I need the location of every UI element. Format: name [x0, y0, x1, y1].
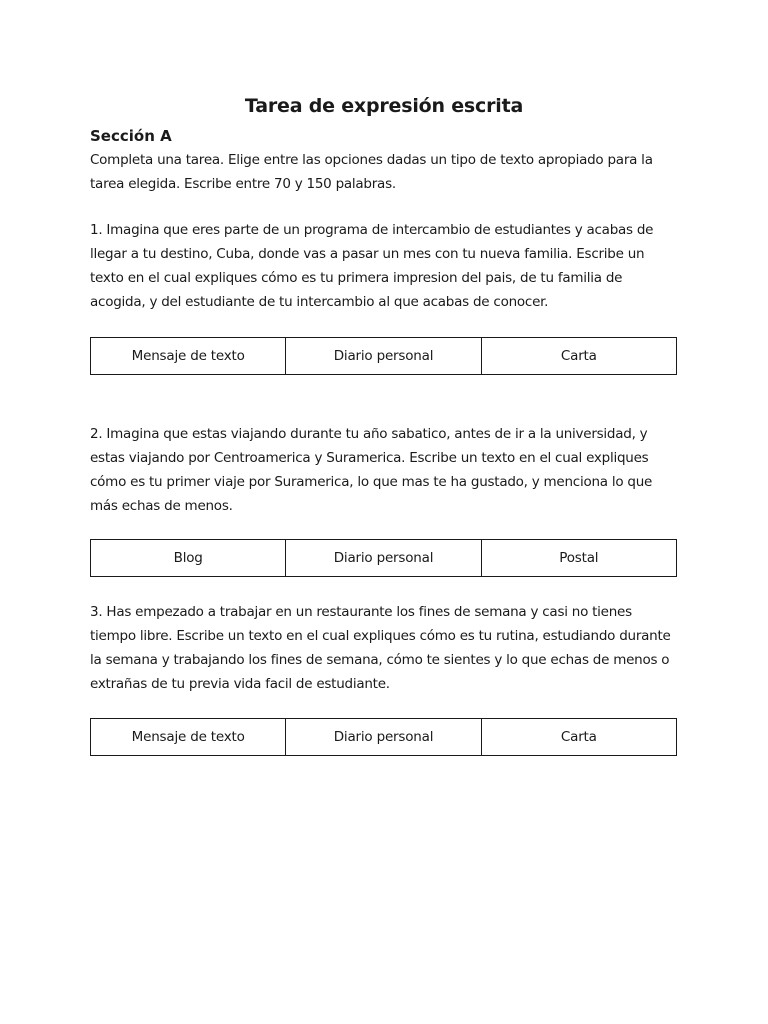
task-3-prompt: 3. Has empezado a trabajar en un restaurante los fines de semana y casi no tienes tiempo libre. Escribe un texto en el cual expliques cómo es tu rutina, estudiando durante la semana y trabajando los fines de semana, cómo te sientes y lo que echas de menos o extrañas de tu previa vida facil de estudiante.: [90, 604, 671, 692]
task-1-option: Diario personal: [285, 338, 480, 374]
intro-paragraph: Completa una tarea. Elige entre las opciones dadas un tipo de texto apropiado para la tarea elegida. Escribe entre 70 y 150 palabras.: [90, 152, 653, 192]
task-1-text-type-table: [90, 337, 677, 375]
task-2-prompt: 2. Imagina que estas viajando durante tu año sabatico, antes de ir a la universidad, y estas viajando por Centroamerica y Suramerica. Escribe un texto en el cual expliques cómo es tu primer viaje por Suramerica, lo que mas te ha gustado, y menciona lo que más echas de menos.: [90, 426, 653, 514]
task-2-text-type-table: [90, 539, 677, 577]
task-2-option: Diario personal: [285, 540, 480, 576]
task-3-option: Carta: [481, 719, 676, 755]
task-2-option: Blog: [173, 550, 203, 566]
task-1-option: Mensaje de texto: [131, 348, 245, 364]
task-3-option: Mensaje de texto: [131, 729, 245, 745]
task-3-option: Diario personal: [285, 719, 480, 755]
task-2-option: Postal: [481, 540, 676, 576]
page-title: Tarea de expresión escrita: [244, 95, 524, 117]
task-3-text-type-table: [90, 718, 677, 756]
section-heading: Sección A: [90, 127, 172, 145]
task-1-option: Carta: [481, 338, 676, 374]
task-1-prompt: 1. Imagina que eres parte de un programa de intercambio de estudiantes y acabas de llegar a tu destino, Cuba, donde vas a pasar un mes con tu nueva familia. Escribe un texto en el cual expliques cómo es tu primera impresion del pais, de tu familia de acogida, y del estudiante de tu intercambio al que acabas de conocer.: [90, 222, 654, 310]
